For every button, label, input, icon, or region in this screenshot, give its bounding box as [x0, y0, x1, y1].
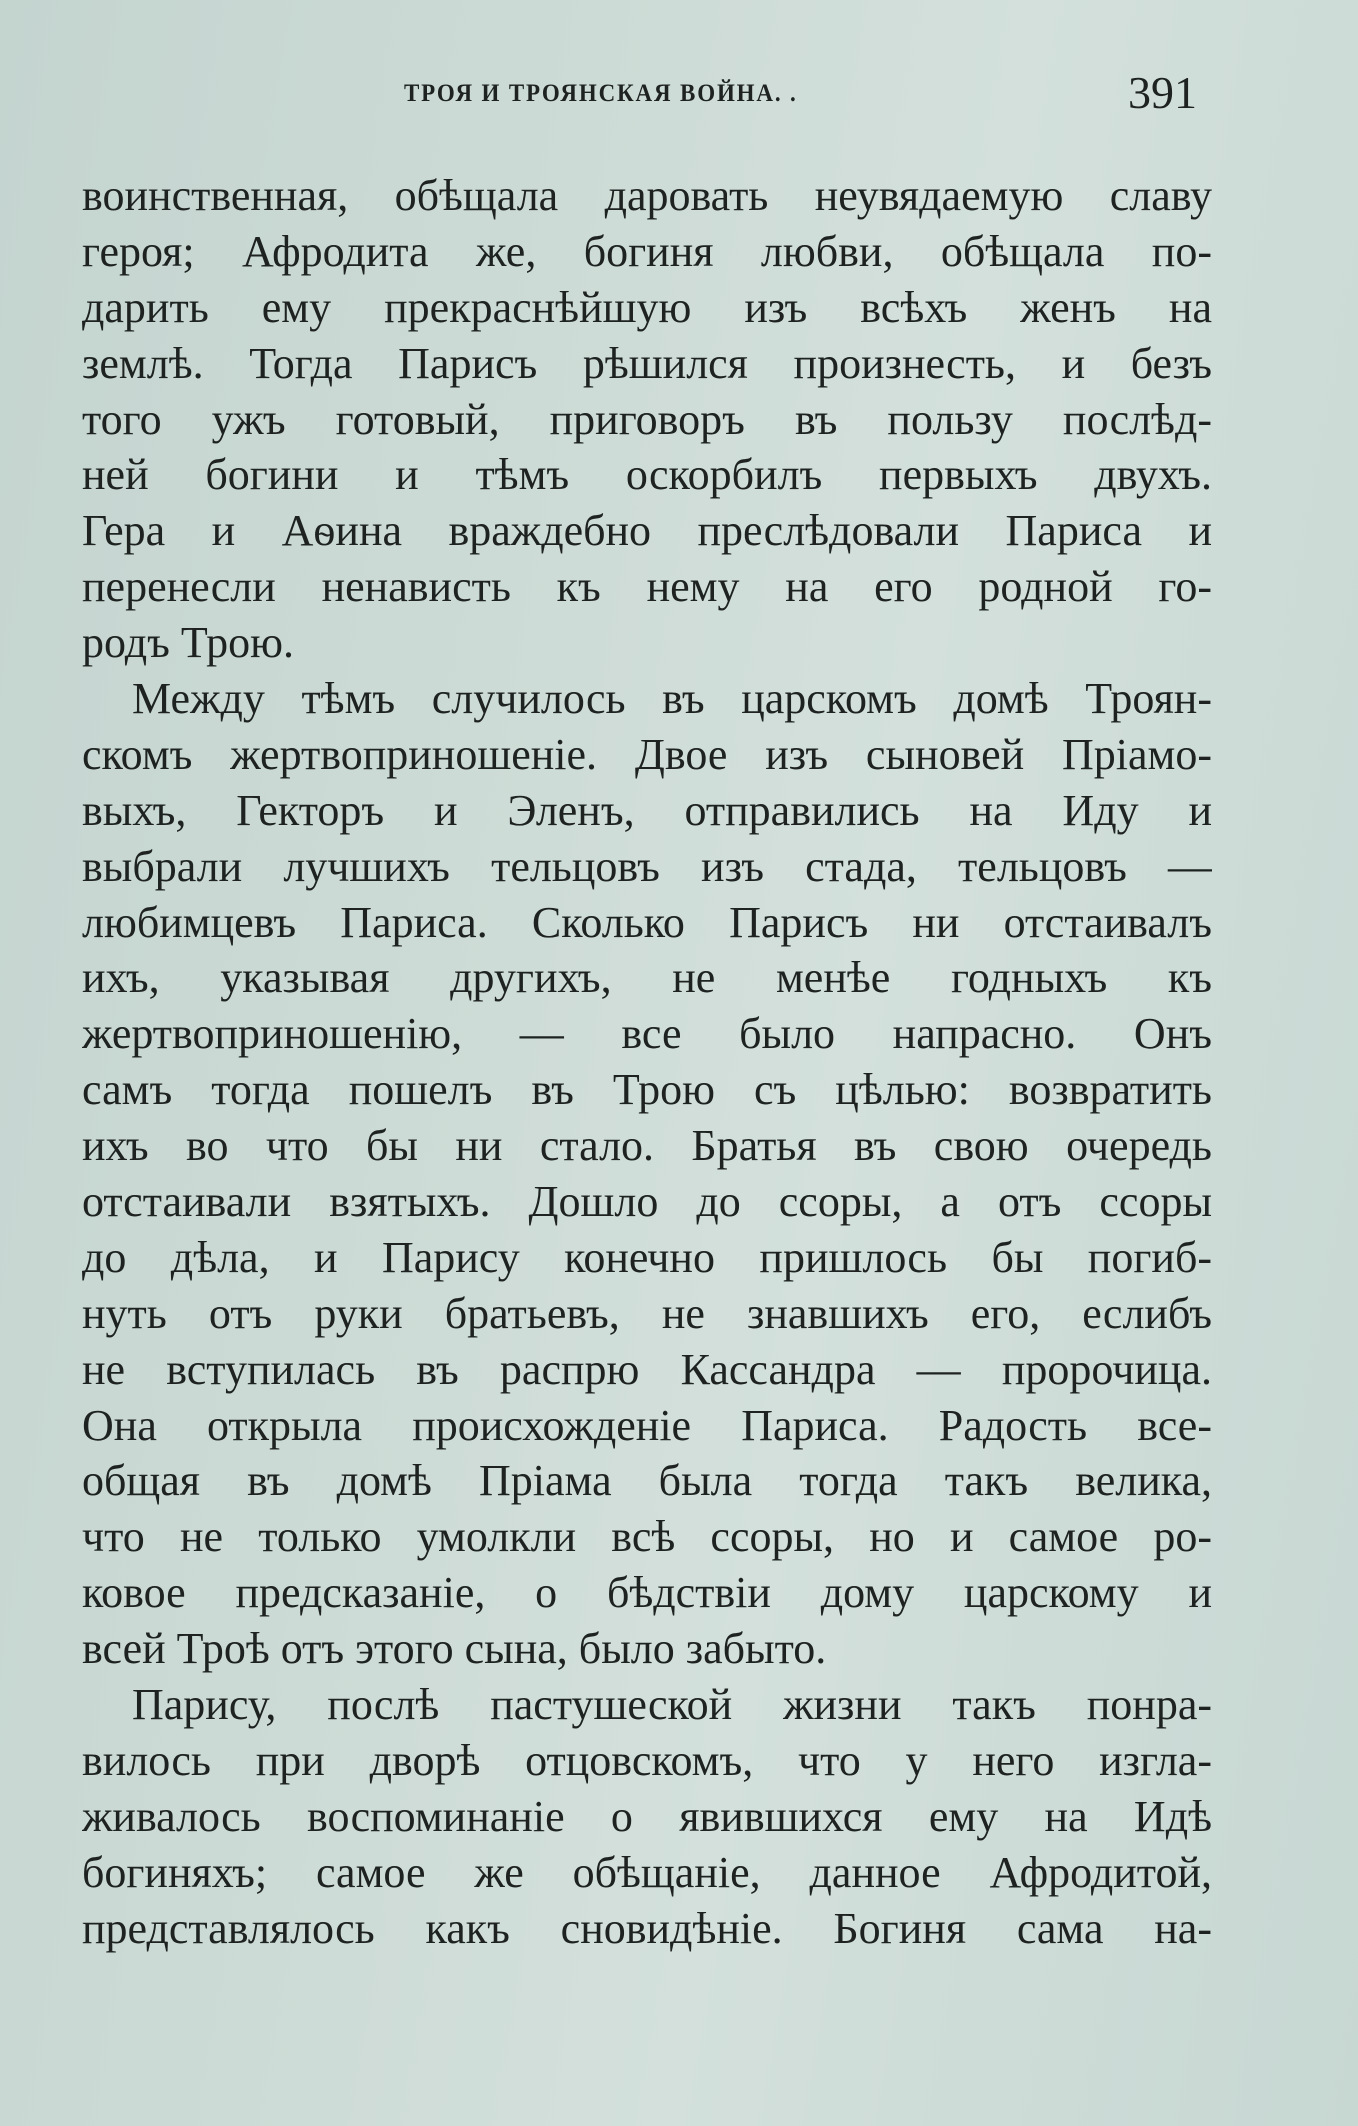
- text-line: родъ Трою.: [82, 618, 294, 668]
- page-number: 391: [1128, 67, 1197, 118]
- text-line: что не только умолкли всѣ ссоры, но и самое ро-: [82, 1512, 1212, 1562]
- text-line: ихъ во что бы ни стало. Братья въ свою очередь: [82, 1121, 1212, 1171]
- text-line: Она открыла происхожденіе Париса. Радость все-: [82, 1400, 1212, 1450]
- paragraph-first-line: Парису, послѣ пастушеской жизни такъ понра-: [132, 1680, 1212, 1730]
- text-line: того ужъ готовый, приговоръ въ пользу послѣд-: [82, 394, 1212, 444]
- text-line: героя; Афродита же, богиня любви, обѣщала по-: [82, 226, 1212, 276]
- text-line: общая въ домѣ Пріама была тогда такъ велика,: [82, 1456, 1212, 1506]
- text-line: живалось воспоминаніе о явившихся ему на Идѣ: [82, 1791, 1212, 1841]
- text-line: дарить ему прекраснѣйшую изъ всѣхъ женъ на: [82, 282, 1212, 332]
- text-line: всей Троѣ отъ этого сына, было забыто.: [82, 1624, 827, 1674]
- text-line: перенесли ненависть къ нему на его родной го-: [82, 562, 1212, 612]
- running-title: ТРОЯ И ТРОЯНСКАЯ ВОЙНА. .: [404, 80, 798, 107]
- text-line: богиняхъ; самое же обѣщаніе, данное Афродитой,: [82, 1847, 1212, 1897]
- text-line: жертвоприношенію, — все было напрасно. Онъ: [82, 1009, 1212, 1059]
- text-line: Гера и Аѳина враждебно преслѣдовали Париса и: [82, 506, 1212, 556]
- text-line: самъ тогда пошелъ въ Трою съ цѣлью: возвратить: [82, 1065, 1212, 1115]
- text-line: выхъ, Гекторъ и Эленъ, отправились на Иду и: [82, 785, 1212, 835]
- text-line: любимцевъ Париса. Сколько Парисъ ни отстаивалъ: [82, 897, 1212, 947]
- text-line: нуть отъ руки братьевъ, не знавшихъ его, еслибъ: [82, 1288, 1212, 1338]
- text-line: отстаивали взятыхъ. Дошло до ссоры, а отъ ссоры: [82, 1177, 1212, 1227]
- text-line: вилось при дворѣ отцовскомъ, что у него изгла-: [82, 1735, 1212, 1785]
- running-head: [0, 66, 1358, 126]
- text-line: ней богини и тѣмъ оскорбилъ первыхъ двухъ.: [82, 450, 1212, 500]
- text-line: выбрали лучшихъ тельцовъ изъ стада, тельцовъ —: [82, 841, 1212, 891]
- text-line: до дѣла, и Парису конечно пришлось бы погиб-: [82, 1232, 1212, 1282]
- text-line: не вступилась въ распрю Кассандра — пророчица.: [82, 1344, 1212, 1394]
- text-line: землѣ. Тогда Парисъ рѣшился произнесть, и безъ: [82, 338, 1212, 388]
- text-line: скомъ жертвоприношеніе. Двое изъ сыновей Пріамо-: [82, 729, 1212, 779]
- paragraph-first-line: Между тѣмъ случилось въ царскомъ домѣ Троян-: [132, 674, 1212, 724]
- body-text: [82, 168, 1212, 1957]
- text-line: воинственная, обѣщала даровать неувядаемую славу: [82, 171, 1212, 220]
- text-line: представлялось какъ сновидѣніе. Богиня сама на-: [82, 1903, 1212, 1953]
- text-line: ковое предсказаніе, о бѣдствіи дому царскому и: [82, 1568, 1212, 1618]
- text-line: ихъ, указывая другихъ, не менѣе годныхъ къ: [82, 953, 1212, 1003]
